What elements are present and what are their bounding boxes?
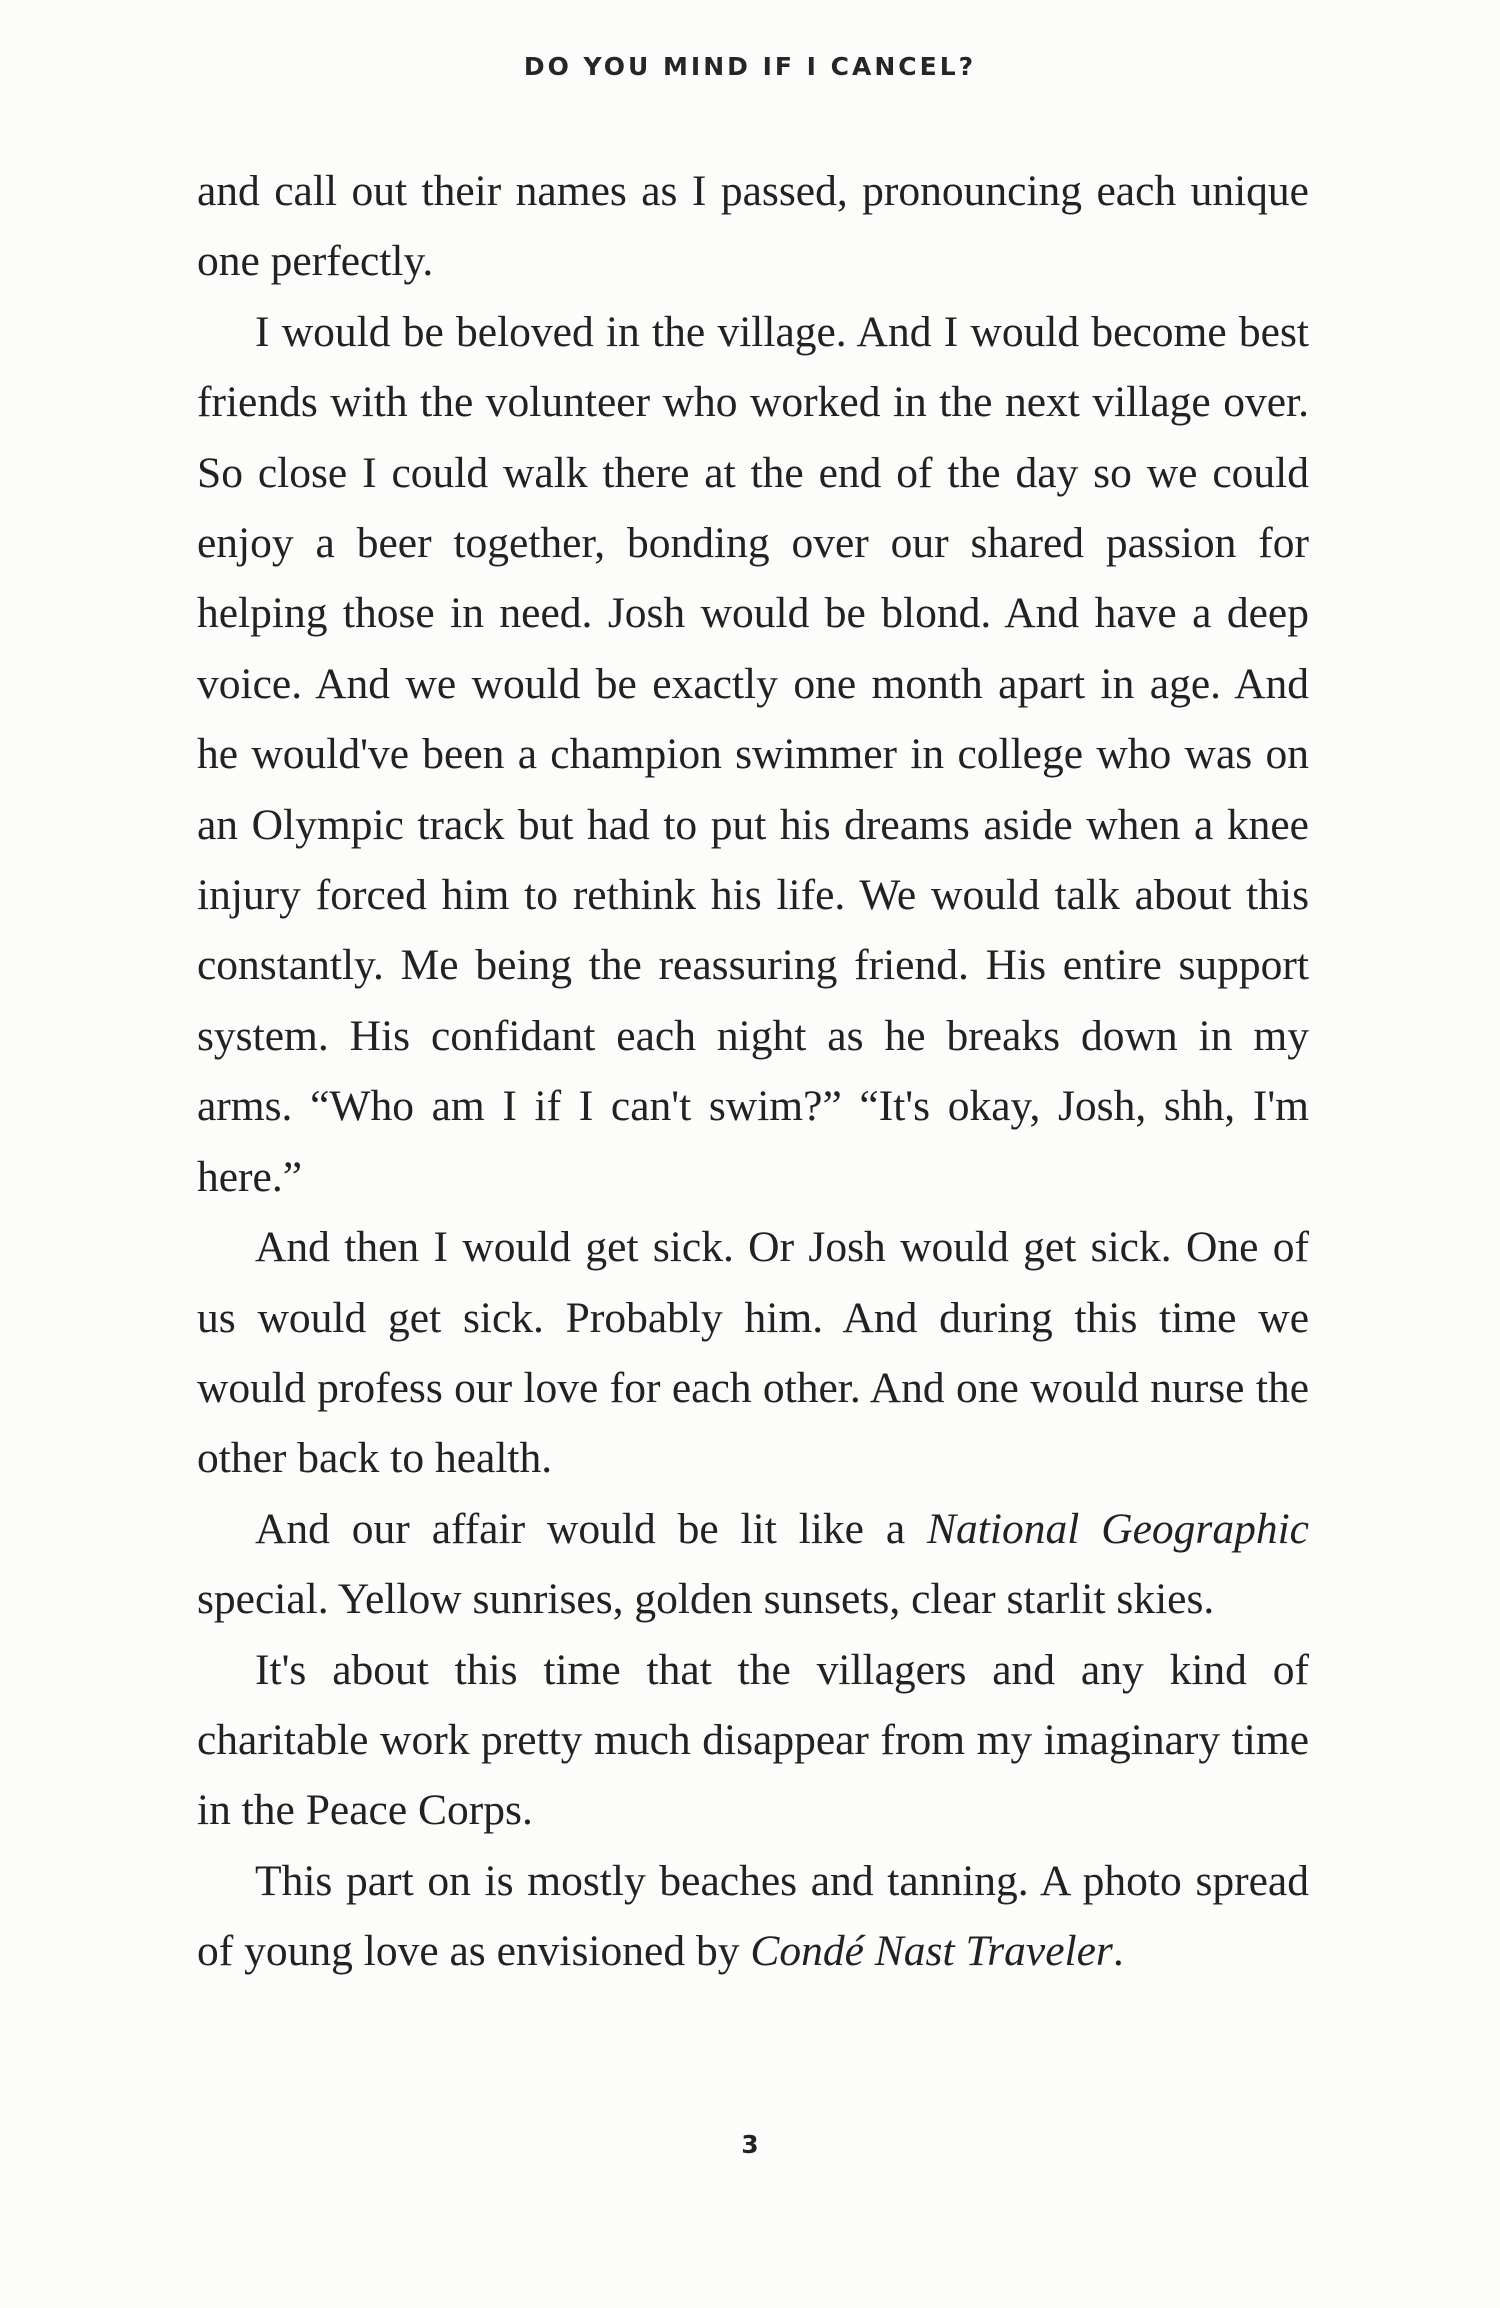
- paragraph-4-text-start: And our affair would be lit like a: [255, 1504, 928, 1553]
- running-head: DO YOU MIND IF I CANCEL?: [523, 52, 977, 81]
- paragraph-4: [197, 1494, 1309, 1635]
- paragraph-2: I would be beloved in the village. And I would become best friends with the volunteer who worked in the next village over. So close I could walk there at the end of the day so we could enjoy a beer together, bonding over our shared passion for helping those in need. Josh would be blond. And have a deep voice. And we would be exactly one month apart in age. And he would've been a champion swimmer in college who was on an Olympic track but had to put his dreams aside when a knee injury forced him to rethink his life. We would talk about this constantly. Me being the reassuring friend. His entire support system. His confidant each night as he breaks down in my arms. “Who am I if I can't swim?” “It's okay, Josh, shh, I'm here.”: [197, 307, 1309, 1201]
- paragraph-5: It's about this time that the villagers and any kind of charitable work pretty much disappear from my imaginary time in the Peace Corps.: [197, 1645, 1309, 1835]
- paragraph-6-italic-title: Condé Nast Traveler: [750, 1927, 1113, 1976]
- paragraph-1: and call out their names as I passed, pronouncing each unique one perfectly.: [197, 167, 1309, 286]
- paragraph-4-text-end: special. Yellow sunrises, golden sunsets, clear starlit skies.: [197, 1575, 1215, 1624]
- paragraph-6: [197, 1846, 1309, 1987]
- paragraph-6-text-end: .: [1112, 1927, 1124, 1976]
- page-number: 3: [741, 2130, 759, 2159]
- paragraph-4-italic-title: National Geographic: [927, 1504, 1309, 1553]
- body-text: [197, 156, 1309, 1987]
- paragraph-3: And then I would get sick. Or Josh would get sick. One of us would get sick. Probably him. And during this time we would profess our love for each other. And one would nurse the other back to health.: [197, 1223, 1309, 1483]
- paragraph-6-text-start: This part on is mostly beaches and tanning. A photo spread of young love as envisioned by: [197, 1856, 1309, 1976]
